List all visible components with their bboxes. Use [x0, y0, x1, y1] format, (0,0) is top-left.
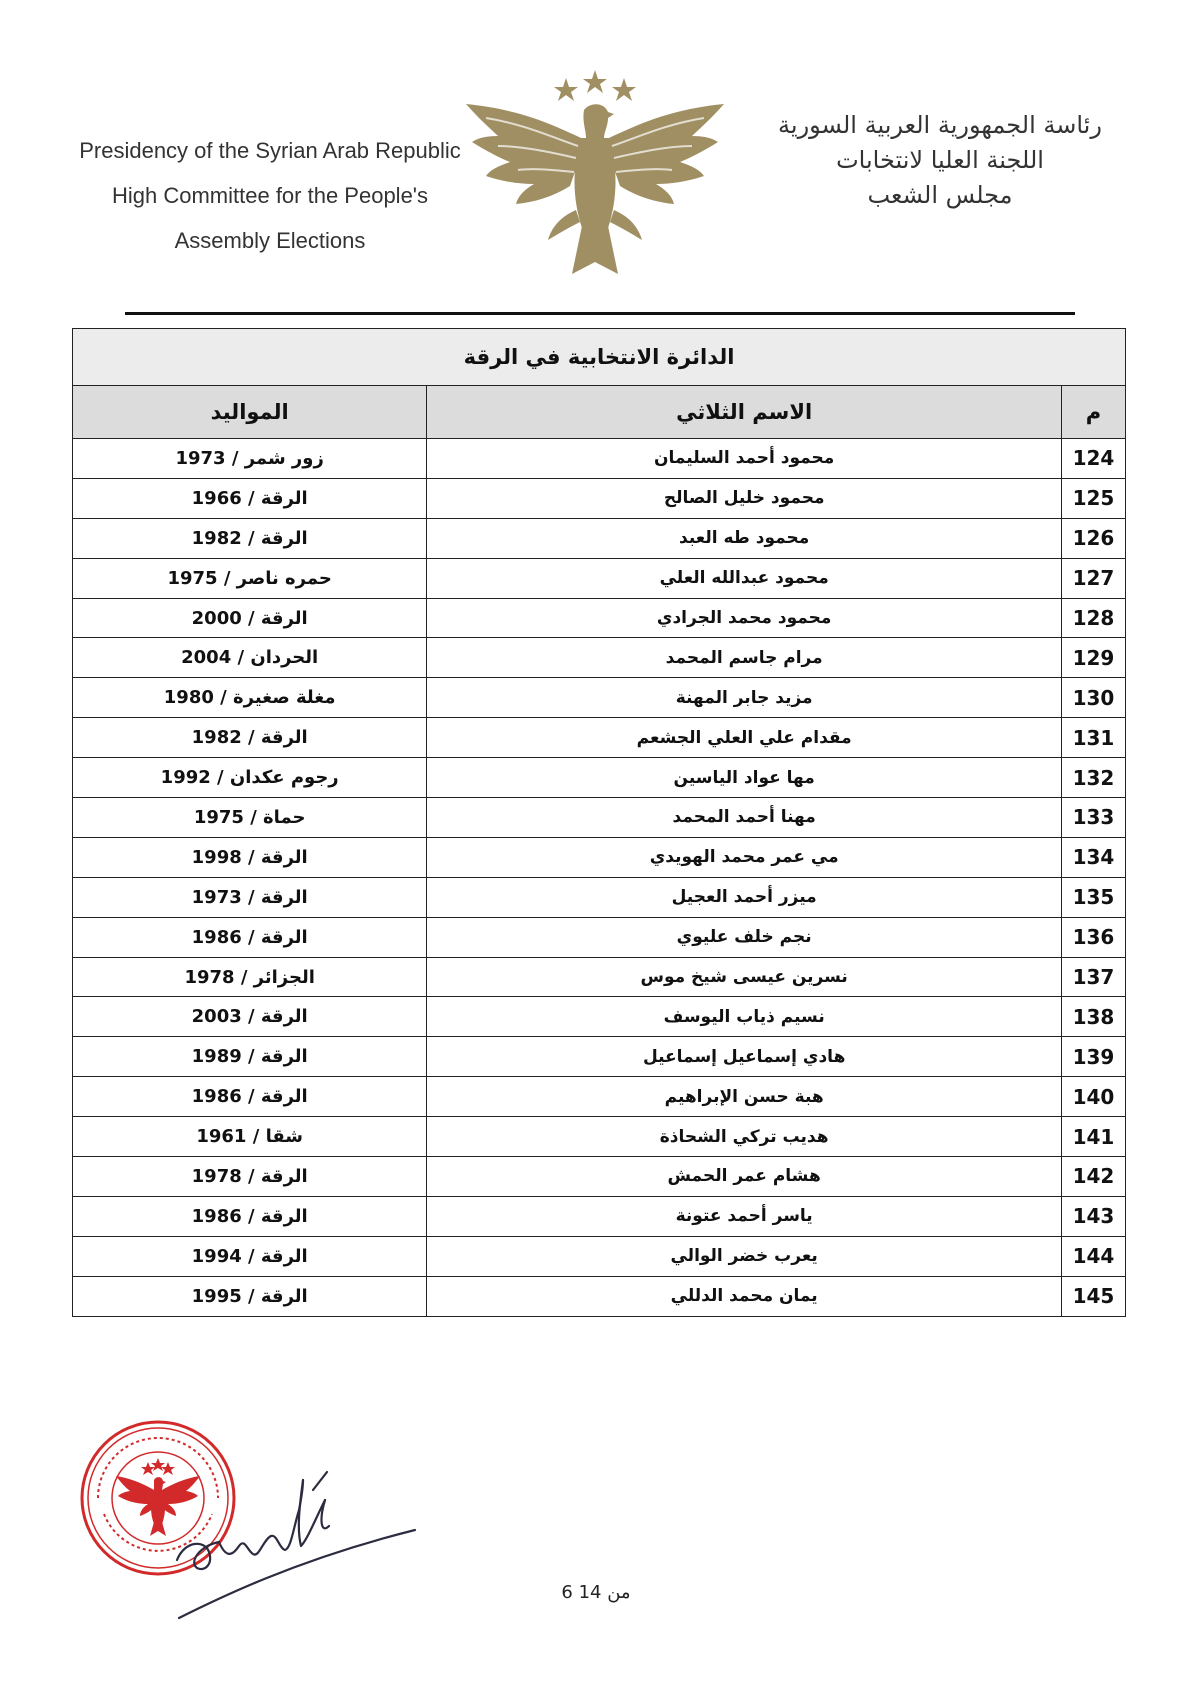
row-birth: حماة / 1975: [73, 798, 427, 838]
row-name: محمود طه العبد: [427, 518, 1062, 558]
header-arabic-line-3: مجلس الشعب: [867, 181, 1013, 209]
row-birth: شقا / 1961: [73, 1117, 427, 1157]
table-row: [73, 478, 1126, 518]
header-arabic: [770, 108, 1110, 213]
row-birth: الرقة / 1989: [73, 1037, 427, 1077]
table-row: [73, 678, 1126, 718]
column-header-name: الاسم الثلاثي: [427, 386, 1062, 439]
table-row: [73, 758, 1126, 798]
table-row: [73, 957, 1126, 997]
row-birth: الرقة / 2000: [73, 598, 427, 638]
row-number: 125: [1061, 478, 1125, 518]
row-number: 138: [1061, 997, 1125, 1037]
header-english-line-2: High Committee for the People's: [111, 183, 428, 208]
row-birth: رجوم عكدان / 1992: [73, 758, 427, 798]
table-title: الدائرة الانتخابية في الرقة: [73, 329, 1126, 386]
header-arabic-line-2: اللجنة العليا لانتخابات: [836, 146, 1044, 174]
row-name: محمود أحمد السليمان: [427, 439, 1062, 479]
table-title-row: [73, 329, 1126, 386]
row-birth: الرقة / 1966: [73, 478, 427, 518]
row-birth: الرقة / 1986: [73, 1196, 427, 1236]
row-name: مزيد جابر المهنة: [427, 678, 1062, 718]
column-header-birth: المواليد: [73, 386, 427, 439]
table-row: [73, 558, 1126, 598]
row-number: 144: [1061, 1236, 1125, 1276]
header-divider: [125, 312, 1075, 315]
row-name: مقدام علي العلي الجشعم: [427, 718, 1062, 758]
row-birth: الرقة / 1986: [73, 917, 427, 957]
table-row: [73, 837, 1126, 877]
row-number: 142: [1061, 1157, 1125, 1197]
row-name: هبة حسن الإبراهيم: [427, 1077, 1062, 1117]
table-row: [73, 598, 1126, 638]
row-number: 124: [1061, 439, 1125, 479]
row-name: محمود خليل الصالح: [427, 478, 1062, 518]
row-number: 143: [1061, 1196, 1125, 1236]
table-row: [73, 1157, 1126, 1197]
row-number: 134: [1061, 837, 1125, 877]
table-row: [73, 638, 1126, 678]
row-name: نجم خلف عليوي: [427, 917, 1062, 957]
row-name: مي عمر محمد الهويدي: [427, 837, 1062, 877]
row-number: 137: [1061, 957, 1125, 997]
table-row: [73, 1236, 1126, 1276]
row-birth: الرقة / 1986: [73, 1077, 427, 1117]
table-row: [73, 1037, 1126, 1077]
row-name: يعرب خضر الوالي: [427, 1236, 1062, 1276]
header-english-line-1: Presidency of the Syrian Arab Republic: [79, 138, 461, 163]
row-name: محمود محمد الجرادي: [427, 598, 1062, 638]
table-row: [73, 439, 1126, 479]
row-birth: زور شمر / 1973: [73, 439, 427, 479]
row-name: هديب تركي الشحاذة: [427, 1117, 1062, 1157]
table-row: [73, 1276, 1126, 1316]
table-row: [73, 997, 1126, 1037]
row-name: محمود عبدالله العلي: [427, 558, 1062, 598]
row-birth: الرقة / 1995: [73, 1276, 427, 1316]
row-number: 136: [1061, 917, 1125, 957]
row-birth: الرقة / 1973: [73, 877, 427, 917]
row-birth: مغلة صغيرة / 1980: [73, 678, 427, 718]
row-number: 133: [1061, 798, 1125, 838]
table-row: [73, 1117, 1126, 1157]
row-birth: حمره ناصر / 1975: [73, 558, 427, 598]
header-english-line-3: Assembly Elections: [174, 228, 366, 253]
row-birth: الرقة / 1982: [73, 518, 427, 558]
row-name: ميزر أحمد العجيل: [427, 877, 1062, 917]
row-name: مرام جاسم المحمد: [427, 638, 1062, 678]
row-number: 139: [1061, 1037, 1125, 1077]
row-birth: الجزائر / 1978: [73, 957, 427, 997]
row-birth: الرقة / 1998: [73, 837, 427, 877]
row-number: 141: [1061, 1117, 1125, 1157]
table-row: [73, 1077, 1126, 1117]
row-birth: الرقة / 1978: [73, 1157, 427, 1197]
row-number: 131: [1061, 718, 1125, 758]
row-number: 127: [1061, 558, 1125, 598]
row-number: 129: [1061, 638, 1125, 678]
row-number: 140: [1061, 1077, 1125, 1117]
row-birth: الرقة / 1994: [73, 1236, 427, 1276]
table-row: [73, 798, 1126, 838]
row-name: هادي إسماعيل إسماعيل: [427, 1037, 1062, 1077]
row-name: يمان محمد الدللي: [427, 1276, 1062, 1316]
row-birth: الرقة / 2003: [73, 997, 427, 1037]
row-number: 128: [1061, 598, 1125, 638]
row-number: 130: [1061, 678, 1125, 718]
row-birth: الحردان / 2004: [73, 638, 427, 678]
row-name: نسيم ذياب اليوسف: [427, 997, 1062, 1037]
table-row: [73, 718, 1126, 758]
header-english: [70, 128, 470, 263]
row-birth: الرقة / 1982: [73, 718, 427, 758]
row-name: هشام عمر الحمش: [427, 1157, 1062, 1197]
page-number: 6 من 14: [561, 1582, 631, 1603]
row-name: ياسر أحمد عتونة: [427, 1196, 1062, 1236]
row-name: مها عواد الياسين: [427, 758, 1062, 798]
table-row: [73, 1196, 1126, 1236]
header-arabic-line-1: رئاسة الجمهورية العربية السورية: [778, 111, 1102, 139]
row-name: مهنا أحمد المحمد: [427, 798, 1062, 838]
table-row: [73, 518, 1126, 558]
row-number: 145: [1061, 1276, 1125, 1316]
candidates-table: [72, 328, 1126, 1317]
row-number: 126: [1061, 518, 1125, 558]
eagle-emblem-icon: [458, 68, 733, 278]
column-header-number: م: [1061, 386, 1125, 439]
row-number: 135: [1061, 877, 1125, 917]
table-row: [73, 877, 1126, 917]
row-name: نسرين عيسى شيخ موس: [427, 957, 1062, 997]
table-row: [73, 917, 1126, 957]
row-number: 132: [1061, 758, 1125, 798]
table-header-row: [73, 386, 1126, 439]
